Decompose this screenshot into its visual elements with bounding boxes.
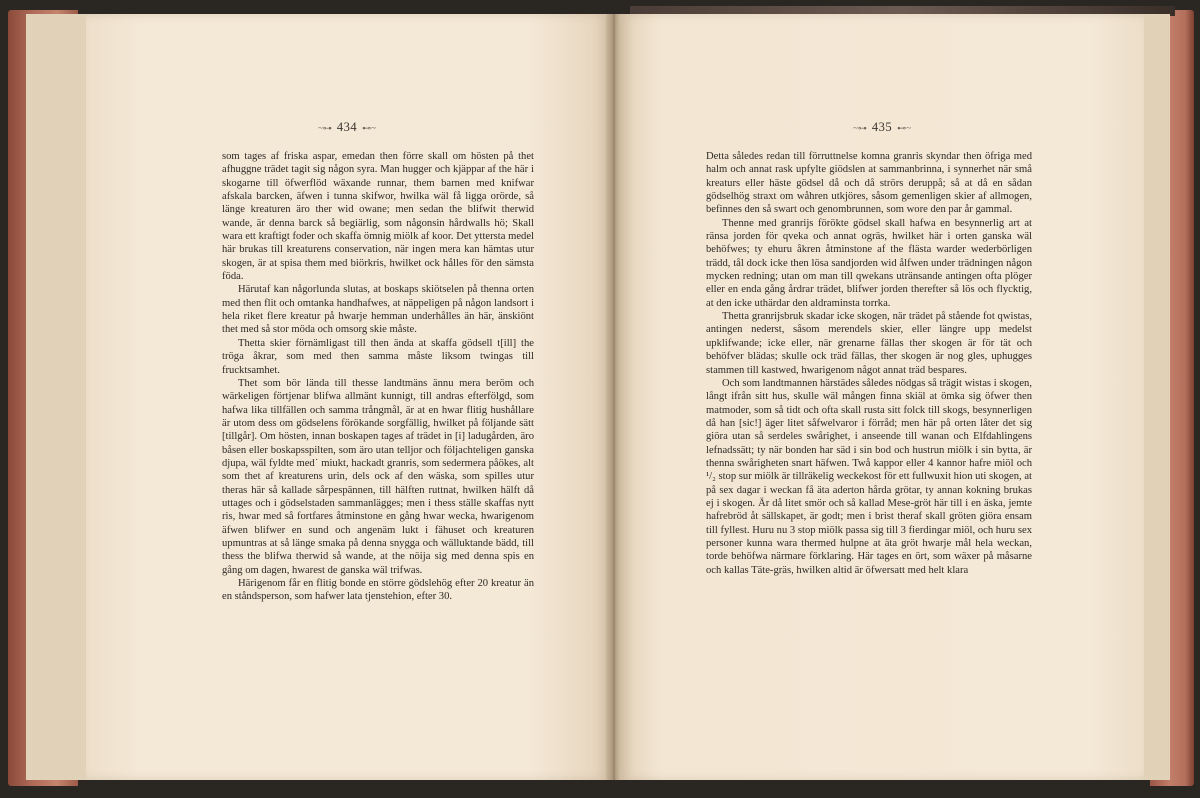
paragraph: Detta således redan till förruttnelse komna granris skyndar then öfriga med halm och annat rask upfylte giödslen at sammanbrinna, i synnerhet när små kreaturs eller häste gödsel då och då strörs deruppå; så at då en sådan gödselhög straxt om wåhren utkjöres, såsom gemenligen skier af allmogen, befinnes den så swart och genombrunnen, som wore den par år gammal.: [706, 151, 1032, 216]
right-page: [620, 14, 1144, 780]
page-number: 434: [336, 120, 358, 134]
right-page-header: [620, 120, 1144, 135]
paragraph: Thenne med granrijs förökte gödsel skall hafwa en besynnerlig art at ränsa jorden för qveka och annat ogräs, hwilket här i orten ganska wäl behöfwes; ty ehuru åkren åtminstone af the flästa warder wederbörligen trädd, tål dock icke then lösa sandjorden wid ålfwen under trädningen någon mycken redning; utan om man till qwekans utränsande antingen ofta plöger eller en enda gång årdrar trädet, blifwer jorden therefter så lös och flycktig, at den icke uthärdar den aldraminsta torrka.: [706, 217, 1032, 309]
ornament-icon: ~⊶: [853, 123, 867, 133]
page-edges-right: [1140, 14, 1170, 780]
right-page-body: [706, 150, 1032, 577]
paragraph: Härigenom får en flitig bonde en större gödslehög efter 20 kreatur än en ståndsperson, som hafwer lata tjenstehion, efter 30.: [222, 578, 534, 603]
left-page: [86, 14, 608, 780]
left-page-header: [86, 120, 608, 135]
paragraph: Och som landtmannen härstädes således nödgas så trägit wistas i skogen, långt ifrån sitt hus, skulle wäl mången finna skiäl at ömka sig öfwer then matmoder, som så tidt och ofta skall rusta sitt folck till skogs, besynnerligen då han [sic!] äger litet såfwelvaror i förråd; men här på orten låter det sig giöra utan så serdeles swårighet, i anseende till wanan och Elfdahlingens lefnadssätt; ty när bonden har säd i sin bod och hustrun miölk i sin bytta, är thenna swårigheten snart häfwen. Twå kappor eller 4 kannor hafre miöl och ¹/₂ stop sur miölk är tillräkelig weckekost för ett fullwuxit hion uti skogen, at på sex dagar i weckan få äta aderton hårda grötar, ty annan kokning brukas ej i skogen. Är då litet smör och så kallad Mese-gröt här till i en äska, jemte hafrebröd åt sällskapet, är godt; men i brist theraf skall gröten giöra ensam till fyllest. Huru nu 3 stop miölk passa sig till 3 fierdingar miöl, och huru sex personer kunna wara thermed hulpne at äta gröt hwarje mål hela weckan, torde behöfwa närmare förklaring. Här tages en ört, som wäxer på måsarne och kallas Täte-gräs, hwilken altid är öfwersatt med helt klara: [706, 377, 1032, 576]
paragraph: Thet som bör lända till thesse landtmäns ännu mera beröm och wärkeligen förtjenar blifwa allmänt kunnigt, till andras efterfölgd, som hafwa lika tillfällen och samma trångmål, är at en hwar flitig hushållare är utom dess om gödselens förökande sorgfällig, hwilket på följande sätt [tillgår]. Om hösten, innan boskapen tages af trädet in [i] ladugården, äro båsen eller boskapsspilten, som äro utan telljor och följachteligen ganska djupa, wäl fyldte med˙ miukt, hackadt granris, som sedermera påökes, alt som thet af kreaturens urin, dels ock af den wäska, som spilles utur theras här så kallade sårpespännen, till hälften ruttnat, hwilken hälft då uttages och i gödselstaden sammanlägges; men i thess ställe skaffas nytt ris, hwar med så fortfares åtminstone en gång hwar wecka, hwarigenom äfwen blifwer en sund och angenäm lukt i fähuset och kreaturen upmuntras at så länge smaka på denna snygga och wälluktande bädd, till thess the blifwa therwid så wande, at the nöija sig med denna spis en gång om dagen, hwarest de ganska wäl trifwas.: [222, 377, 534, 576]
paragraph: Härutaf kan någorlunda slutas, at boskaps skiötselen på thenna orten med then flit och omtanka handhafwes, at näppeligen på någon landsort i hela riket flere kreatur på hwarje hemman underhålles än här, änskiönt thet med så stor möda och omsorg skie måste.: [222, 284, 534, 336]
ornament-icon: ⊷~: [362, 123, 376, 133]
ornament-icon: ~⊶: [318, 123, 332, 133]
left-page-body: [222, 150, 534, 604]
ornament-icon: ⊷~: [897, 123, 911, 133]
paragraph: Thetta granrijsbruk skadar icke skogen, när trädet på stående fot qwistas, antingen nederst, såsom merendels skier, eller längre upp medelst upklifwande; icke eller, när grenarne fällas ther skogen är för tät och behöfver blädas; skulle ock träd fällas, ther skogen är nog gles, uphugges stammen till kastwed, hwarigenom något annat träd bespares.: [706, 311, 1032, 376]
paragraph: som tages af friska aspar, emedan then förre skall om hösten på thet afhuggne trädet tagit sig någon syra. Man hugger och kjäppar af the här i skogarne till öfwerflöd wäxande runnar, them barnen med knifwar afskala barcken, äfwen i tunna skifwor, hwilka wäl få ligga orörde, så länge kreaturen äro ther wid owane; men sedan the blifwit therwid wande, är denna barck så begiärlig, som någonsin hårdwalls hö; Skall wara ett kraftigt foder och skaffa ömnig miölk af koor. Det yttersta medel här brukas till kreaturens conservation, när ingen mera kan hämtas utur skogen, är at spisa them med biörkris, hwilket ock hålles för den sämsta föda.: [222, 151, 534, 283]
paragraph: Thetta skier förnämligast till then ända at skaffa gödsell t[ill] the tröga åkrar, som med then samma måste liksom twingas till frucktsamhet.: [222, 337, 534, 376]
page-number: 435: [871, 120, 893, 134]
